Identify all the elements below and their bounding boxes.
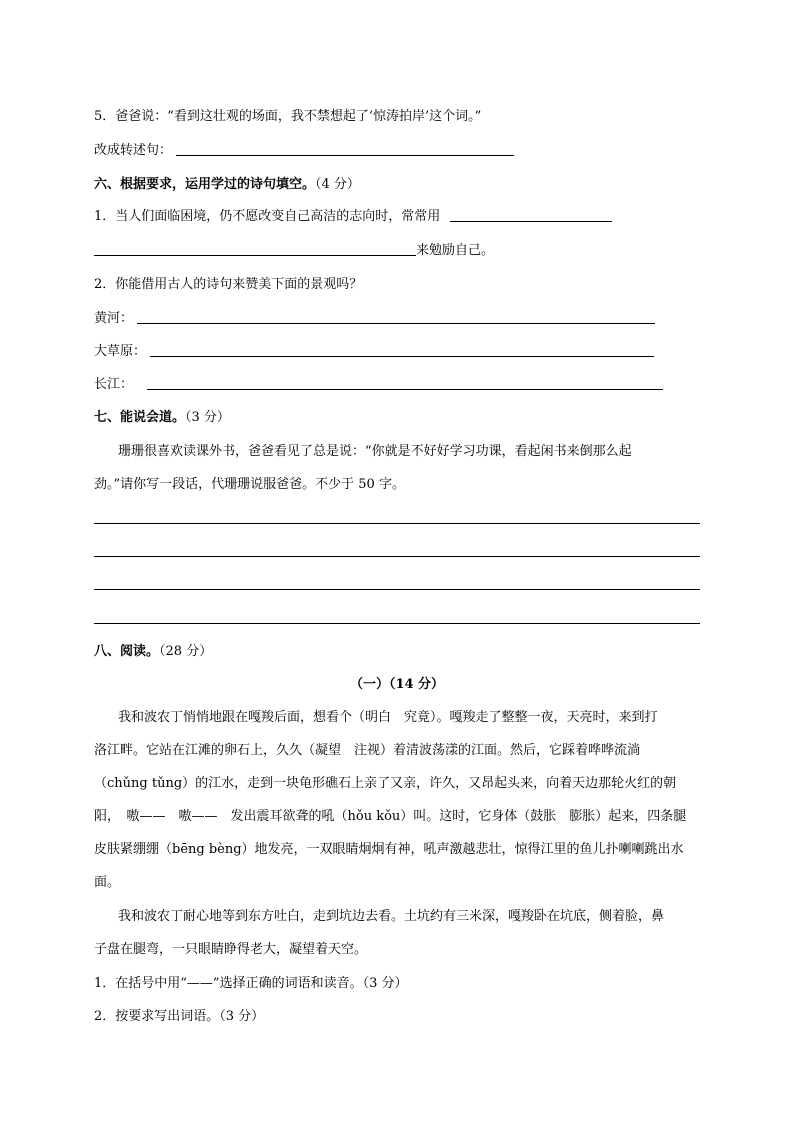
passage-p1-line-2: 洛江畔。它站在江滩的卵石上，久久（凝望 注视）着清波荡漾的江面。然后，它踩着哗哗流淌	[94, 743, 641, 758]
reading-question-1: 1．在括号中用“——”选择正确的词语和读音。（3 分）	[94, 976, 408, 991]
passage-p1-line-5: 皮肤紧绷绷（bēng bèng）地发亮，一双眼睛炯炯有神，吼声激越悲壮，惊得江里的鱼儿扑喇喇跳出水	[94, 842, 684, 857]
question-5-answer-blank[interactable]	[176, 142, 514, 156]
section-6-question-1-blank-2[interactable]	[94, 242, 416, 256]
yangtze-row	[94, 376, 663, 394]
yellow-river-label: 黄河：	[94, 311, 134, 326]
section-6-question-2: 2．你能借用古人的诗句来赞美下面的景观吗？	[94, 277, 363, 292]
section-8-heading	[94, 643, 212, 661]
section-6-question-1	[94, 208, 612, 226]
section-6-question-1-blank-1[interactable]	[450, 208, 612, 222]
grassland-label: 大草原：	[94, 344, 147, 359]
section-7-title: 七、能说会道。	[94, 410, 186, 425]
grassland-blank[interactable]	[150, 343, 654, 357]
grassland-row	[94, 343, 654, 361]
section-7-heading	[94, 409, 230, 427]
passage-p2-line-2: 子盘在腿弯，一只眼睛睁得老大，凝望着天空。	[94, 942, 368, 957]
passage-p1-line-1: 我和波农丁悄悄地跟在嘎羧后面，想看个（明白 究竟）。嘎羧走了整整一夜，天亮时，来到打	[118, 710, 658, 725]
section-7-prompt-line-1: 珊珊很喜欢读课外书，爸爸看见了总是说：“你就是不好好学习功课，看起闲书来倒那么起	[118, 444, 632, 459]
section-8-score: （28 分）	[159, 644, 213, 659]
passage-p2-line-1: 我和波农丁耐心地等到东方吐白，走到坑边去看。土坑约有三米深，嘎羧卧在坑底，侧着脸，鼻	[118, 909, 665, 924]
reading-part-1-heading: （一）（14 分）	[349, 677, 445, 692]
question-5-answer-label: 改成转述句：	[94, 143, 173, 158]
yangtze-blank[interactable]	[147, 376, 663, 390]
section-7-prompt-line-2: 劲。”请你写一段话，代珊珊说服爸爸。不少于 50 字。	[94, 477, 405, 492]
section-6-score: （4 分）	[315, 177, 360, 192]
passage-p1-line-6: 面。	[94, 875, 121, 890]
writing-line-2[interactable]	[94, 556, 700, 557]
passage-p1-line-4: 阳， 嗷—— 嗷—— 发出震耳欲聋的吼（hǒu kǒu）叫。这时，它身体（鼓胀 膨胀）起来，四条腿	[94, 809, 687, 824]
section-7-score: （3 分）	[185, 410, 230, 425]
section-6-heading	[94, 176, 360, 194]
question-5: 5．爸爸说：“看到这壮观的场面，我不禁想起了‘惊涛拍岸’这个词。”	[94, 109, 482, 124]
writing-line-3[interactable]	[94, 589, 700, 590]
passage-p1-line-3: （chǔng tǔng）的江水，走到一块龟形礁石上亲了又亲，许久，又昂起头来，向着天边那轮火红的朝	[94, 776, 677, 791]
section-8-title: 八、阅读。	[94, 644, 160, 659]
question-5-answer-row	[94, 142, 514, 160]
section-6-question-1-text: 1．当人们面临困境，仍不愿改变自己高洁的志向时，常常用	[94, 209, 441, 224]
writing-line-1[interactable]	[94, 523, 700, 524]
yellow-river-row	[94, 310, 655, 328]
section-6-question-1-end: 来勉励自己。	[416, 243, 495, 258]
writing-line-4[interactable]	[94, 623, 700, 624]
reading-question-2: 2．按要求写出词语。（3 分）	[94, 1009, 265, 1024]
yellow-river-blank[interactable]	[137, 310, 655, 324]
yangtze-label: 长江：	[94, 377, 134, 392]
section-6-title: 六、根据要求，运用学过的诗句填空。	[94, 177, 316, 192]
section-6-question-1-cont	[94, 242, 494, 260]
